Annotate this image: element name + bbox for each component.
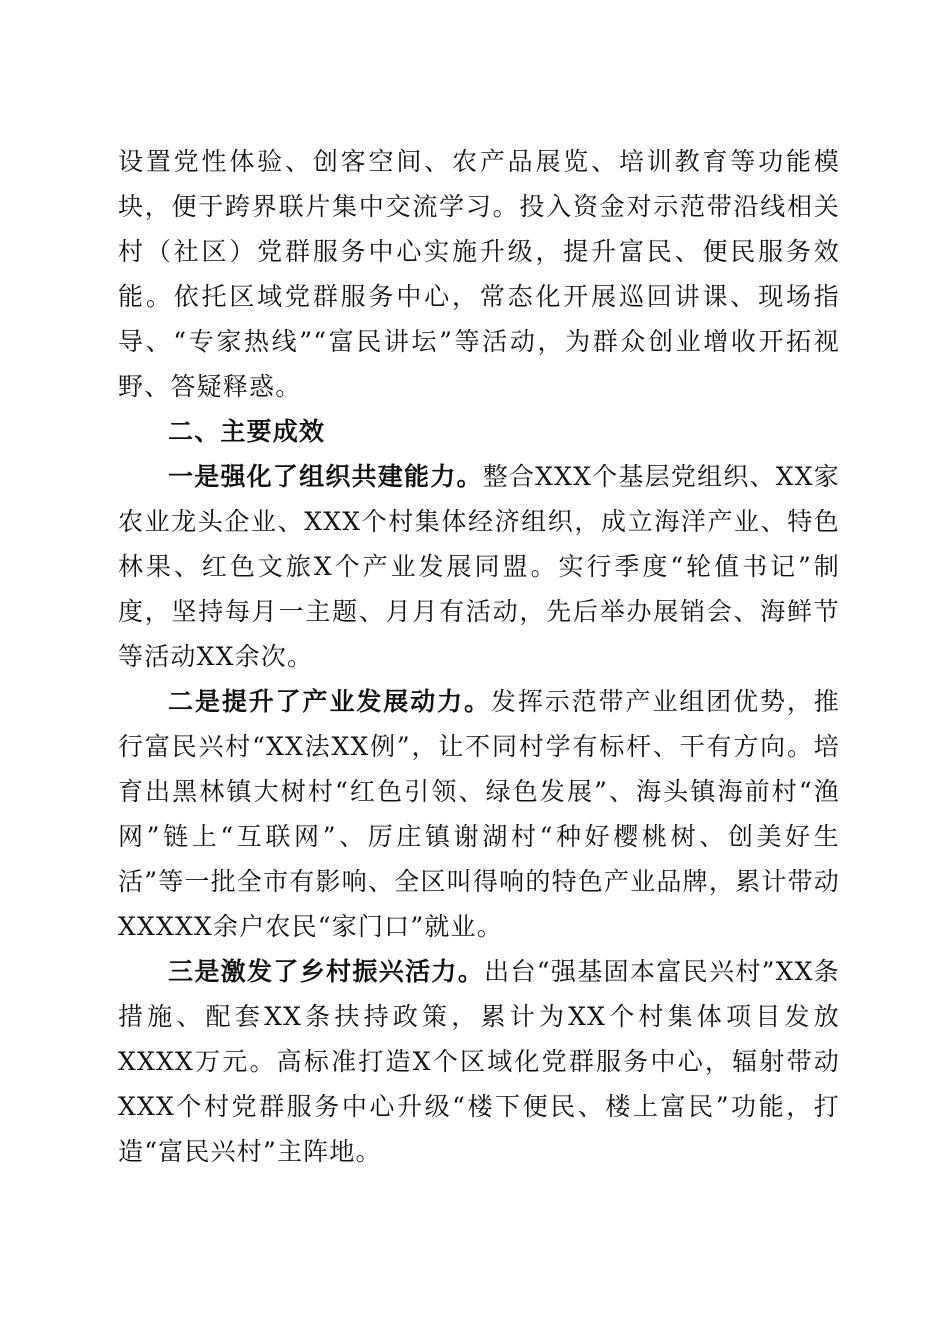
point-lead-2: 二是提升了产业发展动力。 bbox=[168, 687, 491, 716]
point-lead-1: 一是强化了组织共建能力。 bbox=[168, 462, 483, 491]
intro-paragraph: 设置党性体验、创客空间、农产品展览、培训教育等功能模块，便于跨界联片集中交流学习。投入资金对示范带沿线相关村（社区）党群服务中心实施升级，提升富民、便民服务效能。依托区域党群服务中心，常态化开展巡回讲课、现场指导、“专家热线”“富民讲坛”等活动，为群众创业增收开拓视野、答疑释惑。 bbox=[118, 147, 840, 401]
section-heading: 二、主要成效 bbox=[168, 417, 326, 446]
point-paragraph-3 bbox=[118, 949, 840, 1174]
point-body-2: 发挥示范带产业组团优势，推行富民兴村“XX法XX例”，让不同村学有标杆、干有方向。培育出黑林镇大树村“红色引领、绿色发展”、海头镇海前村“渔网”链上“互联网”、厉庄镇谢湖村“种好樱桃树、创美好生活”等一批全市有影响、全区叫得响的特色产业品牌，累计带动XXXXX余户农民“家门口”就业。 bbox=[118, 687, 840, 941]
point-body-3: 出台“强基固本富民兴村”XX条措施、配套XX条扶持政策，累计为XX个村集体项目发放XXXX万元。高标准打造X个区域化党群服务中心，辐射带动XXX个村党群服务中心升级“楼下便民、楼上富民”功能，打造“富民兴村”主阵地。 bbox=[118, 957, 840, 1166]
point-lead-3: 三是激发了乡村振兴活力。 bbox=[168, 957, 485, 986]
document-body bbox=[118, 139, 840, 1174]
point-body-1: 整合XXX个基层党组织、XX家农业龙头企业、XXX个村集体经济组织，成立海洋产业、特色林果、红色文旅X个产业发展同盟。实行季度“轮值书记”制度，坚持每月一主题、月月有活动，先后举办展销会、海鲜节等活动XX余次。 bbox=[118, 462, 840, 671]
point-paragraph-1 bbox=[118, 454, 840, 679]
point-paragraph-2 bbox=[118, 679, 840, 949]
